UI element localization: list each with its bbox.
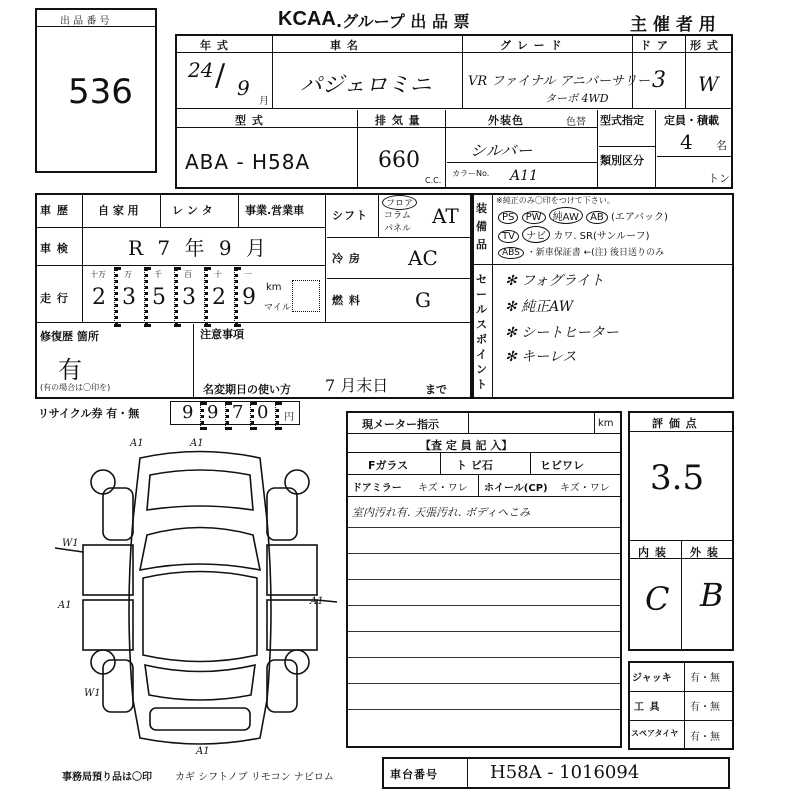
- unit-10: 十: [214, 270, 222, 279]
- color-no-value: A11: [510, 168, 538, 184]
- tools-value: 有・無: [690, 702, 720, 713]
- displacement-label: 排 気 量: [375, 114, 421, 127]
- equip-row3: [498, 245, 664, 259]
- hood-panel: [147, 470, 253, 510]
- equip-row2: [498, 226, 650, 243]
- equip-divider: [474, 264, 732, 265]
- chassis-number: H58A - 1016094: [490, 762, 640, 783]
- insp-row4: [348, 496, 620, 497]
- notes-label: 注意事項: [200, 328, 244, 341]
- u-col3: [238, 195, 239, 227]
- lot-label: 出 品 番 号: [60, 16, 110, 27]
- damage-mark-1: A1: [130, 438, 144, 449]
- insp-row1: [348, 433, 620, 434]
- comment-line-7: [348, 683, 620, 684]
- sales-point-1: ✻ フォグライト: [505, 273, 605, 289]
- glass-label: Fガラス: [368, 459, 409, 472]
- equipment-label: 装 備 品: [476, 202, 487, 251]
- comment-line-5: [348, 631, 620, 632]
- v-col6: [445, 110, 446, 189]
- rating-split: [681, 540, 682, 649]
- crack-label: ヒビワレ: [540, 459, 584, 472]
- private-use: 自 家 用: [98, 204, 139, 217]
- insp-row3: [348, 474, 620, 475]
- exterior-label: 外 装: [690, 546, 719, 559]
- wheel-fr: [285, 470, 309, 494]
- sales-point-4: ✻ キーレス: [505, 349, 577, 365]
- comment-line-6: [348, 657, 620, 658]
- chassis-label: 車台番号: [390, 768, 438, 781]
- jack-label: ジャッキ: [632, 673, 672, 684]
- rental-use: レ ン タ: [172, 204, 213, 217]
- color-label: 外装色: [488, 114, 524, 127]
- rear-right-fender: [267, 660, 297, 712]
- business-use: 事業.営業車: [245, 204, 305, 217]
- capacity-unit: 名: [716, 139, 727, 152]
- unit-1: 一: [244, 270, 252, 279]
- mile-box: [292, 280, 320, 312]
- doors-value: 3: [652, 68, 666, 93]
- equip-col: [492, 195, 493, 397]
- grade-sub: ターボ 4WD: [545, 92, 609, 105]
- equip-ab-note: (エアバック): [610, 212, 668, 223]
- equip-navi: ナビ: [522, 226, 550, 243]
- equip-row2-tail: カワ. SR(サンルーフ): [553, 231, 650, 242]
- damage-mark-6: W1: [84, 688, 101, 699]
- mileage-d6: 9: [242, 285, 256, 310]
- mileage-d1: 2: [92, 285, 106, 310]
- month-value: 9: [237, 76, 250, 100]
- mileage-grid: [84, 267, 264, 321]
- shape-value: W: [698, 72, 719, 96]
- shift-label: シフト: [332, 209, 368, 222]
- color-no-line: [447, 162, 597, 163]
- wheel-label: ホイール(CP): [484, 483, 548, 494]
- ton-unit: トン: [708, 172, 730, 185]
- ac-value: AC: [408, 246, 438, 270]
- ac-label: 冷 房: [332, 252, 361, 265]
- color-no-label: カラーNo.: [452, 169, 490, 178]
- shift-value: AT: [432, 204, 459, 228]
- km-unit: km: [266, 282, 282, 293]
- recycle-d1: 9: [182, 402, 194, 423]
- mirror-value: キズ・ワレ: [418, 483, 468, 494]
- repair-note: (有の場合は〇印を): [40, 383, 111, 392]
- front-right-fender: [267, 488, 297, 540]
- office-items: カギ シフトノブ リモコン ナビロム: [175, 772, 334, 783]
- equip-abs: ABS: [498, 247, 524, 259]
- u-row-shift: [327, 237, 470, 238]
- mg1: [114, 267, 118, 327]
- mileage-label: 走 行: [40, 292, 69, 305]
- repair-value: 有: [58, 356, 82, 384]
- rating-sub-line: [630, 558, 732, 559]
- classification-label: 類別区分: [600, 154, 644, 167]
- windshield: [140, 528, 260, 571]
- damage-mark-4: A1: [58, 600, 72, 611]
- right-rear-door: [267, 600, 317, 650]
- recycle-label: リサイクル券 有・無: [38, 407, 140, 420]
- inspector-comment: 室内汚れ有. 天張汚れ. ボディへこみ: [352, 506, 531, 519]
- v-col7: [597, 110, 598, 189]
- sales-point-2: ✻ 純正AW: [505, 299, 574, 315]
- tools-label: 工 具: [634, 702, 661, 713]
- v-col2: [462, 36, 463, 108]
- recycle-d4: 0: [257, 402, 269, 423]
- capacity-value: 4: [680, 130, 693, 154]
- equip-aw: 純AW: [549, 207, 583, 224]
- u-row1: [37, 227, 325, 228]
- comment-line-2: [348, 553, 620, 554]
- vehicle-mid-line: [177, 108, 731, 109]
- model-value: ABA - H58A: [185, 150, 311, 174]
- exterior-grade: B: [700, 576, 724, 614]
- mg2: [144, 267, 148, 327]
- color-change-label: 色替: [566, 117, 586, 128]
- comment-line-3: [348, 579, 620, 580]
- comment-line-8: [348, 709, 620, 710]
- u-col1: [82, 195, 83, 322]
- displacement-value: 660: [378, 148, 420, 173]
- rating-score: 3.5: [650, 458, 705, 498]
- year-label: 年 式: [200, 39, 229, 52]
- glass-divider-2: [530, 452, 531, 474]
- mile-unit: マイル: [264, 303, 291, 313]
- history-label: 車 歴: [40, 204, 69, 217]
- grade-label: グ レ ー ド: [500, 39, 563, 52]
- comment-line-1: [348, 527, 620, 528]
- jack-value: 有・無: [690, 673, 720, 684]
- cc-unit: C.C.: [425, 176, 442, 185]
- mileage-d4: 3: [182, 285, 196, 310]
- comment-line-4: [348, 605, 620, 606]
- mirror-divider: [478, 474, 479, 496]
- damage-mark-2: A1: [190, 438, 204, 449]
- mileage-d3: 5: [152, 285, 166, 310]
- left-front-door: [83, 545, 133, 595]
- shape-label: 形 式: [690, 39, 719, 52]
- mg3: [174, 267, 178, 327]
- shift-column: コラム: [384, 211, 411, 221]
- repair-label: 修復歴 箇所: [40, 330, 99, 343]
- meter-km-divider: [594, 413, 595, 433]
- rc3: [250, 402, 254, 430]
- brand-logo: KCAA: [278, 8, 336, 30]
- shift-panel: パネル: [384, 224, 412, 234]
- mg4: [204, 267, 208, 327]
- insp-row2: [348, 452, 620, 453]
- stone-label: ト ビ石: [456, 459, 493, 472]
- u-row2: [37, 265, 325, 266]
- capacity-line: [657, 156, 731, 157]
- inspection-label: 車 検: [40, 242, 69, 255]
- recycle-d3: 7: [232, 402, 244, 423]
- u-row-ac: [327, 278, 470, 279]
- u-col-notes: [193, 324, 194, 397]
- trunk-panel: [150, 708, 250, 730]
- rc4: [275, 402, 279, 430]
- equipment-note: ※純正のみ〇印をつけて下さい。: [496, 196, 615, 205]
- interior-grade: C: [645, 580, 670, 618]
- right-front-door: [267, 545, 317, 595]
- type-spec-label: 型式指定: [600, 114, 644, 127]
- spare-value: 有・無: [690, 732, 720, 743]
- yen-unit: 円: [284, 412, 294, 423]
- acc-row1: [630, 691, 732, 692]
- deadline-value: 7 月末日: [325, 376, 389, 395]
- inspection-value: R 7 年 9 月: [128, 236, 270, 260]
- unit-10k: 万: [124, 270, 132, 279]
- unit-100: 百: [184, 270, 192, 279]
- damage-mark-7: A1: [196, 746, 210, 757]
- month-unit: 月: [259, 96, 269, 107]
- model-label: 型 式: [235, 114, 264, 127]
- capacity-label: 定員・積載: [664, 114, 719, 127]
- v-col4: [685, 36, 686, 108]
- u-col5: [378, 195, 379, 237]
- rating-hdr-line: [630, 431, 732, 432]
- wheel-value: キズ・ワレ: [560, 483, 610, 494]
- fuel-label: 燃 料: [332, 294, 361, 307]
- glass-divider-1: [440, 452, 441, 474]
- type-spec-line: [599, 146, 655, 147]
- shift-floor-circled: フロア: [382, 195, 417, 210]
- left-rear-door: [83, 600, 133, 650]
- u-row3: [37, 322, 470, 323]
- deadline-label: 名変期日の使い方: [203, 383, 291, 396]
- recycle-d2: 9: [207, 402, 219, 423]
- unit-100k: 十万: [90, 270, 106, 279]
- v-col5: [357, 110, 358, 189]
- sales-label: セールスポイント: [476, 273, 487, 391]
- equip-pw: PW: [522, 211, 546, 224]
- acc-split: [684, 663, 685, 748]
- meter-label: 現メーター指示: [362, 418, 439, 431]
- mg5: [234, 267, 238, 327]
- organizer-label: 主 催 者 用: [630, 15, 716, 35]
- acc-row2: [630, 720, 732, 721]
- damage-mark-3: W1: [62, 538, 79, 549]
- mirror-label: ドアミラー: [352, 483, 402, 494]
- doors-label: ド ア: [640, 39, 669, 52]
- wheel-fl: [91, 470, 115, 494]
- meter-divider: [468, 413, 469, 433]
- front-left-fender: [103, 488, 133, 540]
- car-name: パジェロミニ: [300, 73, 432, 98]
- form-title: .グループ 出 品 票: [336, 12, 470, 31]
- color-value: シルバー: [470, 141, 533, 160]
- rear-left-fender: [103, 660, 133, 712]
- year-slash: /: [215, 58, 226, 93]
- equip-tv: TV: [498, 230, 519, 243]
- damage-mark-5: A1: [310, 596, 324, 607]
- unit-1k: 千: [154, 270, 162, 279]
- mileage-d5: 2: [212, 285, 226, 310]
- rating-label: 評 価 点: [652, 417, 698, 430]
- rear-window: [145, 665, 255, 700]
- sales-point-3: ✻ シートヒーター: [505, 325, 619, 341]
- v-col8: [655, 110, 656, 189]
- roof-panel: [143, 572, 257, 662]
- car-diagram: [55, 440, 345, 760]
- rc2: [225, 402, 229, 430]
- inspector-header: 【査 定 員 記 入】: [420, 439, 513, 452]
- u-col4: [325, 195, 326, 322]
- chassis-divider: [467, 759, 468, 787]
- fuel-value: G: [415, 288, 431, 312]
- equip-ps: PS: [498, 211, 518, 224]
- meter-km: km: [598, 418, 614, 429]
- grade-value: VR ファイナル アニバーサリー: [468, 74, 650, 89]
- u-col2: [160, 195, 161, 227]
- mileage-d2: 3: [122, 285, 136, 310]
- lot-number: 536: [68, 72, 133, 112]
- office-label: 事務局預り品は〇印: [62, 772, 152, 783]
- interior-label: 内 装: [638, 546, 667, 559]
- deadline-suffix: まで: [425, 383, 447, 396]
- spare-label: スペアタイヤ: [631, 729, 679, 738]
- rc1: [200, 402, 204, 430]
- v-col1: [272, 36, 273, 108]
- name-label: 車 名: [330, 39, 359, 52]
- equip-ab: AB: [586, 211, 608, 224]
- year-value: 24: [188, 58, 214, 82]
- equip-warranty: ・新車保証書 ←(注) 後日送りのみ: [526, 248, 665, 258]
- equip-row1: [498, 207, 668, 224]
